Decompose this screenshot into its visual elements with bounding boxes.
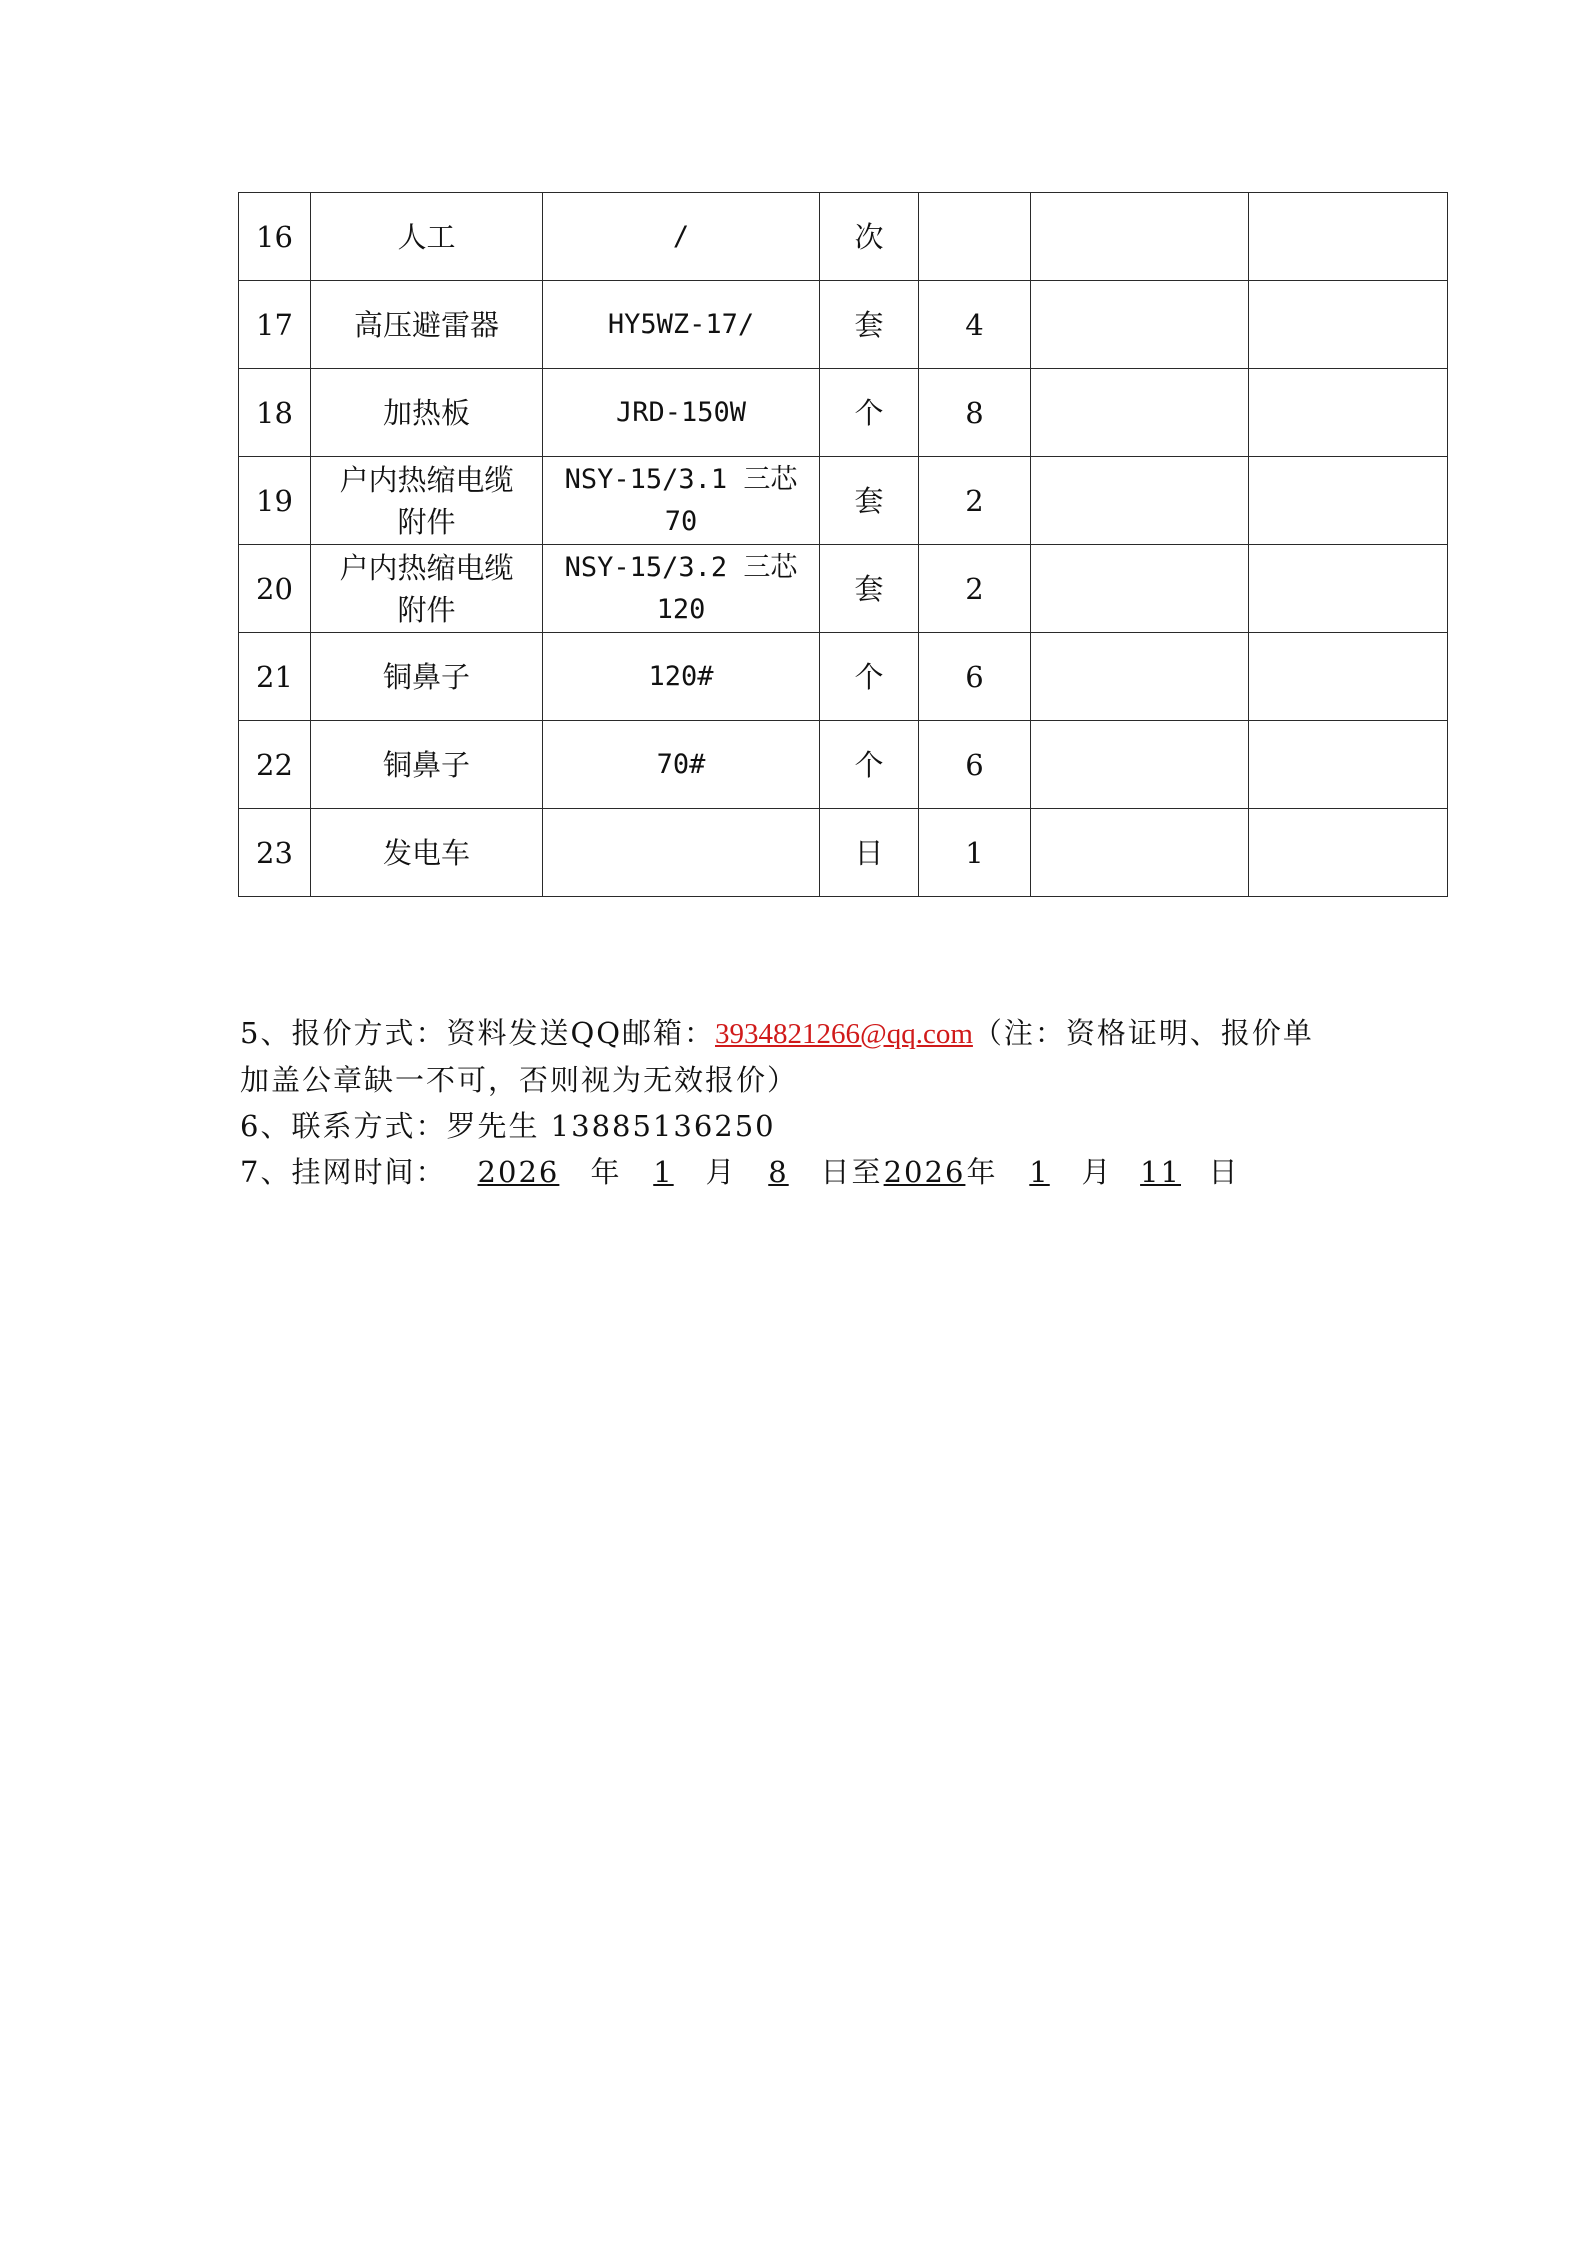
end-day-field: 11	[1140, 1155, 1181, 1189]
cell-spec: /	[543, 193, 820, 281]
contact-line: 6、联系方式：罗先生 13885136250	[240, 1109, 776, 1143]
cell-unit-price	[1031, 457, 1249, 545]
cell-unit: 套	[820, 281, 919, 369]
year-char: 年	[590, 1155, 622, 1189]
quote-method-note: （注：资格证明、报价单	[972, 1016, 1314, 1050]
cell-unit-price	[1031, 193, 1249, 281]
cell-total-price	[1249, 193, 1448, 281]
cell-total-price	[1249, 809, 1448, 897]
cell-spec	[543, 809, 820, 897]
cell-unit: 套	[820, 457, 919, 545]
cell-quantity: 2	[919, 457, 1031, 545]
day-char-2: 日	[1208, 1155, 1240, 1189]
cell-spec: JRD-150W	[543, 369, 820, 457]
table-row	[239, 369, 1448, 457]
start-month-field: 1	[653, 1155, 674, 1189]
end-year-field: 2026	[883, 1155, 966, 1189]
cell-unit: 个	[820, 633, 919, 721]
cell-item-name: 铜鼻子	[311, 633, 543, 721]
table-row	[239, 193, 1448, 281]
year-char-2: 年	[966, 1155, 998, 1189]
cell-quantity: 2	[919, 545, 1031, 633]
table-row	[239, 721, 1448, 809]
items-table	[238, 192, 1448, 897]
table-row	[239, 457, 1448, 545]
month-char: 月	[705, 1155, 737, 1189]
cell-quantity: 8	[919, 369, 1031, 457]
cell-item-name: 铜鼻子	[311, 721, 543, 809]
cell-total-price	[1249, 281, 1448, 369]
cell-number: 22	[239, 721, 311, 809]
quote-method-line-2: 加盖公章缺一不可，否则视为无效报价）	[240, 1063, 799, 1097]
cell-number: 21	[239, 633, 311, 721]
end-month-field: 1	[1029, 1155, 1050, 1189]
start-year-field: 2026	[477, 1155, 560, 1189]
cell-unit: 次	[820, 193, 919, 281]
cell-item-name-line: 户内热缩电缆	[339, 462, 514, 497]
cell-unit-price	[1031, 633, 1249, 721]
start-day-field: 8	[768, 1155, 789, 1189]
to-char: 至	[851, 1155, 883, 1189]
cell-unit-price	[1031, 369, 1249, 457]
cell-spec: 120#	[543, 633, 820, 721]
table-row	[239, 633, 1448, 721]
email-link[interactable]: 3934821266@qq.com	[715, 1018, 973, 1050]
cell-total-price	[1249, 369, 1448, 457]
cell-unit: 个	[820, 369, 919, 457]
cell-item-name-line: 附件	[397, 504, 456, 539]
quote-method-line	[240, 1010, 1380, 1057]
cell-unit: 个	[820, 721, 919, 809]
cell-number: 16	[239, 193, 311, 281]
cell-unit-price	[1031, 281, 1249, 369]
cell-number: 20	[239, 545, 311, 633]
table-row	[239, 809, 1448, 897]
cell-total-price	[1249, 457, 1448, 545]
cell-spec	[543, 545, 820, 633]
cell-unit: 日	[820, 809, 919, 897]
posting-period-label: 7、挂网时间：	[240, 1155, 447, 1189]
cell-unit: 套	[820, 545, 919, 633]
cell-quantity	[919, 193, 1031, 281]
cell-item-name: 人工	[311, 193, 543, 281]
day-char: 日	[820, 1155, 852, 1189]
cell-spec-line: NSY-15/3.2 三芯	[564, 551, 798, 583]
cell-quantity: 4	[919, 281, 1031, 369]
cell-unit-price	[1031, 545, 1249, 633]
cell-item-name	[311, 545, 543, 633]
table-row	[239, 545, 1448, 633]
posting-period-line	[240, 1149, 1380, 1195]
cell-total-price	[1249, 545, 1448, 633]
cell-item-name: 高压避雷器	[311, 281, 543, 369]
notes-section	[240, 1010, 1380, 1195]
cell-spec	[543, 457, 820, 545]
cell-total-price	[1249, 721, 1448, 809]
cell-unit-price	[1031, 721, 1249, 809]
month-char-2: 月	[1081, 1155, 1113, 1189]
cell-item-name-line: 附件	[397, 592, 456, 627]
cell-number: 23	[239, 809, 311, 897]
cell-spec: 70#	[543, 721, 820, 809]
items-table-body	[239, 193, 1448, 897]
cell-item-name: 发电车	[311, 809, 543, 897]
cell-total-price	[1249, 633, 1448, 721]
cell-item-name-line: 户内热缩电缆	[339, 550, 514, 585]
cell-spec: HY5WZ-17/	[543, 281, 820, 369]
cell-spec-line: NSY-15/3.1 三芯	[564, 463, 798, 495]
cell-spec-line: 70	[664, 505, 698, 537]
cell-item-name	[311, 457, 543, 545]
cell-quantity: 6	[919, 633, 1031, 721]
cell-quantity: 6	[919, 721, 1031, 809]
cell-item-name: 加热板	[311, 369, 543, 457]
cell-number: 19	[239, 457, 311, 545]
cell-unit-price	[1031, 809, 1249, 897]
cell-spec-line: 120	[656, 593, 706, 625]
cell-number: 17	[239, 281, 311, 369]
quote-method-label: 5、报价方式：资料发送QQ邮箱：	[240, 1016, 716, 1050]
cell-quantity: 1	[919, 809, 1031, 897]
table-row	[239, 281, 1448, 369]
cell-number: 18	[239, 369, 311, 457]
